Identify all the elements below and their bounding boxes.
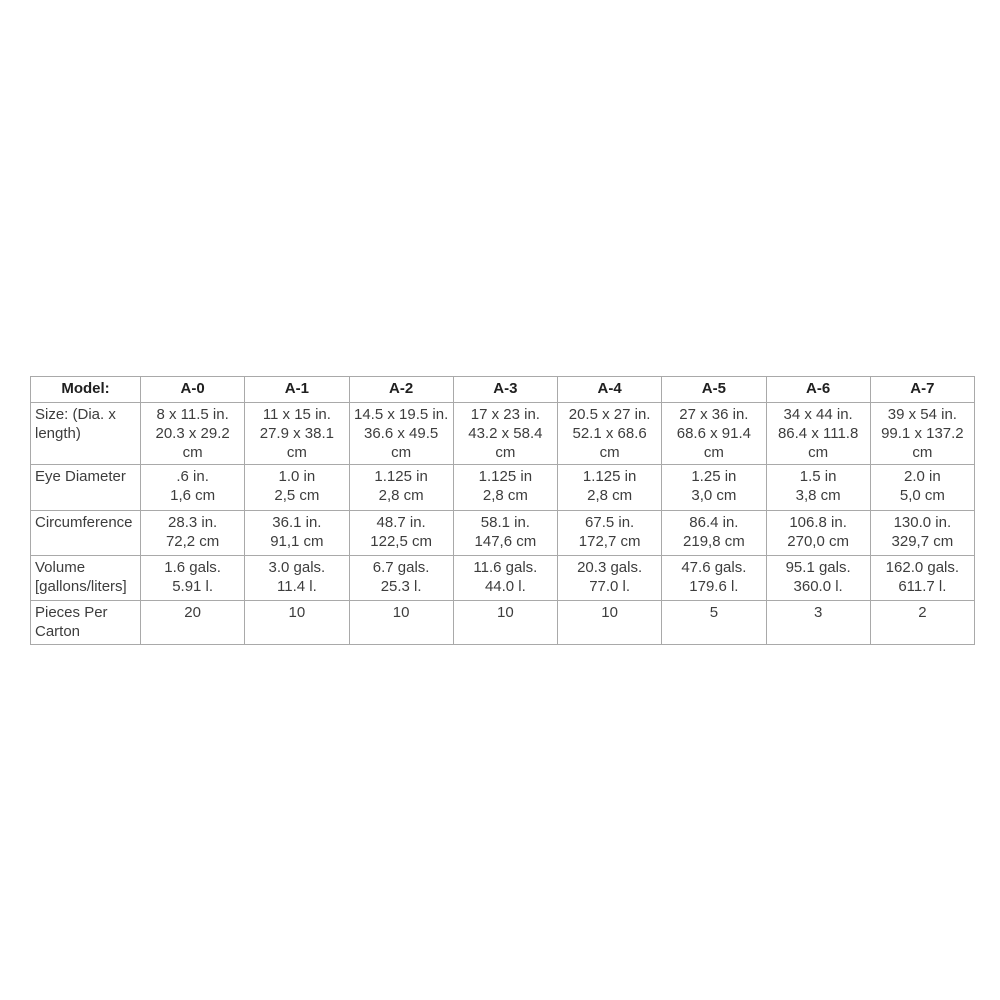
row-label-line: [gallons/liters]	[35, 578, 127, 595]
spec-cell-size-A-4	[558, 403, 662, 465]
spec-cell-line: 20.3 x 29.2	[155, 425, 230, 442]
spec-cell-size-A-6	[766, 403, 870, 465]
row-label-circumference	[31, 511, 141, 556]
spec-cell-line: 34 x 44 in.	[783, 406, 853, 423]
spec-cell-line: 10	[601, 604, 618, 621]
spec-cell-line: cm	[286, 444, 307, 461]
spec-cell-line: cm	[182, 444, 203, 461]
spec-cell-line: 27.9 x 38.1	[259, 425, 334, 442]
table-row-volume	[31, 556, 975, 601]
row-label-line: Pieces Per	[35, 604, 108, 621]
spec-cell-line: 1.125 in	[478, 468, 533, 485]
spec-cell-pieces-per-carton-A-0	[141, 601, 245, 645]
model-column-header: A-0	[141, 377, 245, 403]
model-column-header: A-4	[558, 377, 662, 403]
model-column-header: A-1	[245, 377, 349, 403]
spec-cell-line: 3.0 gals.	[268, 559, 326, 576]
spec-cell-circumference-A-5	[662, 511, 766, 556]
spec-cell-line: cm	[495, 444, 516, 461]
spec-cell-line: 95.1 gals.	[785, 559, 851, 576]
row-label-eye-diameter	[31, 465, 141, 511]
model-column-header: A-6	[766, 377, 870, 403]
spec-cell-line: cm	[599, 444, 620, 461]
spec-cell-eye-diameter-A-6	[766, 465, 870, 511]
spec-cell-line: 36.1 in.	[272, 514, 322, 531]
table-row-pieces-per-carton	[31, 601, 975, 645]
spec-cell-volume-A-0	[141, 556, 245, 601]
spec-cell-line: 39 x 54 in.	[887, 406, 957, 423]
spec-cell-pieces-per-carton-A-7	[870, 601, 974, 645]
spec-cell-line: 1,6 cm	[170, 487, 216, 504]
spec-cell-line: 86.4 x 111.8	[777, 425, 859, 442]
spec-cell-volume-A-3	[453, 556, 557, 601]
spec-cell-line: 43.2 x 58.4	[468, 425, 543, 442]
spec-cell-line: 1.0 in	[278, 468, 316, 485]
spec-cell-line: 162.0 gals.	[885, 559, 960, 576]
spec-cell-line: 86.4 in.	[689, 514, 739, 531]
row-label-line: Volume	[35, 559, 86, 576]
spec-cell-line: 67.5 in.	[585, 514, 635, 531]
spec-cell-line: cm	[703, 444, 724, 461]
spec-cell-volume-A-7	[870, 556, 974, 601]
spec-cell-volume-A-4	[558, 556, 662, 601]
spec-cell-line: 130.0 in.	[893, 514, 952, 531]
spec-cell-line: 20.5 x 27 in.	[568, 406, 651, 423]
spec-cell-line: 36.6 x 49.5	[364, 425, 439, 442]
spec-cell-pieces-per-carton-A-1	[245, 601, 349, 645]
spec-cell-line: 106.8 in.	[789, 514, 847, 531]
spec-cell-line: 72,2 cm	[165, 533, 220, 550]
spec-cell-line: cm	[391, 444, 412, 461]
spec-cell-circumference-A-0	[141, 511, 245, 556]
spec-table-head	[31, 377, 975, 403]
spec-cell-line: cm	[912, 444, 933, 461]
table-row-eye-diameter	[31, 465, 975, 511]
spec-cell-line: 11 x 15 in.	[262, 406, 331, 423]
spec-table	[30, 376, 975, 645]
spec-cell-line: 58.1 in.	[480, 514, 530, 531]
spec-cell-line: 5.91 l.	[172, 578, 214, 595]
spec-cell-line: 1.125 in	[374, 468, 428, 485]
spec-cell-line: 99.1 x 137.2	[881, 425, 964, 442]
spec-cell-line: 28.3 in.	[168, 514, 218, 531]
spec-cell-line: 68.6 x 91.4	[676, 425, 751, 442]
spec-cell-line: 122,5 cm	[370, 533, 432, 550]
spec-cell-eye-diameter-A-3	[453, 465, 557, 511]
spec-cell-line: 3	[813, 604, 823, 621]
row-label-line: Size: (Dia. x	[35, 406, 116, 423]
spec-cell-line: 2,8 cm	[587, 487, 633, 504]
spec-cell-line: 1.25 in	[691, 468, 737, 485]
row-label-line: Carton	[35, 623, 81, 640]
spec-cell-line: 11.6 gals.	[473, 559, 538, 576]
spec-cell-line: 20.3 gals.	[577, 559, 643, 576]
spec-cell-eye-diameter-A-0	[141, 465, 245, 511]
spec-cell-line: 2,8 cm	[482, 487, 528, 504]
spec-cell-line: 17 x 23 in.	[470, 406, 540, 423]
spec-cell-circumference-A-1	[245, 511, 349, 556]
spec-cell-eye-diameter-A-1	[245, 465, 349, 511]
spec-cell-pieces-per-carton-A-4	[558, 601, 662, 645]
spec-cell-line: 91,1 cm	[270, 533, 324, 550]
model-label-header: Model:	[31, 377, 141, 403]
spec-cell-size-A-2	[349, 403, 453, 465]
spec-cell-eye-diameter-A-4	[558, 465, 662, 511]
header-row	[31, 377, 975, 403]
spec-cell-line: 77.0 l.	[589, 578, 631, 595]
spec-cell-size-A-0	[141, 403, 245, 465]
spec-cell-line: 611.7 l.	[898, 578, 947, 595]
spec-cell-size-A-1	[245, 403, 349, 465]
spec-cell-line: 329,7 cm	[891, 533, 954, 550]
spec-cell-line: 2,8 cm	[378, 487, 424, 504]
row-label-line: length)	[35, 425, 81, 442]
spec-table-container	[30, 376, 975, 645]
row-label-volume	[31, 556, 141, 601]
spec-cell-pieces-per-carton-A-2	[349, 601, 453, 645]
spec-cell-line: cm	[808, 444, 829, 461]
spec-cell-line: 6.7 gals.	[372, 559, 430, 576]
spec-cell-circumference-A-7	[870, 511, 974, 556]
spec-cell-line: 5,0 cm	[899, 487, 945, 504]
spec-cell-line: 147,6 cm	[474, 533, 537, 550]
model-column-header: A-7	[870, 377, 974, 403]
spec-cell-line: 44.0 l.	[484, 578, 526, 595]
model-column-header: A-5	[662, 377, 766, 403]
row-label-line: Circumference	[35, 514, 133, 531]
spec-cell-line: 360.0 l.	[793, 578, 843, 595]
spec-cell-pieces-per-carton-A-3	[453, 601, 557, 645]
spec-cell-eye-diameter-A-5	[662, 465, 766, 511]
spec-cell-line: 2,5 cm	[274, 487, 320, 504]
spec-cell-circumference-A-6	[766, 511, 870, 556]
spec-cell-line: 10	[497, 604, 514, 621]
spec-cell-line: 1.125 in	[582, 468, 637, 485]
spec-cell-line: 10	[392, 604, 410, 621]
spec-cell-volume-A-1	[245, 556, 349, 601]
spec-cell-line: 8 x 11.5 in.	[156, 406, 229, 423]
spec-cell-line: 2.0 in	[904, 468, 941, 485]
spec-cell-line: 3,0 cm	[691, 487, 737, 504]
spec-cell-line: 48.7 in.	[376, 514, 426, 531]
spec-cell-size-A-7	[870, 403, 974, 465]
spec-cell-line: 219,8 cm	[683, 533, 745, 550]
spec-cell-size-A-5	[662, 403, 766, 465]
table-row-circumference	[31, 511, 975, 556]
spec-cell-line: 20	[184, 604, 201, 621]
spec-cell-volume-A-5	[662, 556, 766, 601]
spec-cell-line: 47.6 gals.	[681, 559, 747, 576]
spec-cell-circumference-A-2	[349, 511, 453, 556]
model-column-header: A-2	[349, 377, 453, 403]
row-label-line: Eye Diameter	[35, 468, 126, 485]
spec-cell-line: 270,0 cm	[787, 533, 849, 550]
spec-cell-line: 179.6 l.	[689, 578, 739, 595]
row-label-size	[31, 403, 141, 465]
spec-cell-pieces-per-carton-A-6	[766, 601, 870, 645]
table-row-size	[31, 403, 975, 465]
spec-cell-circumference-A-3	[453, 511, 557, 556]
spec-cell-line: 25.3 l.	[380, 578, 422, 595]
spec-cell-eye-diameter-A-7	[870, 465, 974, 511]
spec-cell-volume-A-2	[349, 556, 453, 601]
spec-cell-volume-A-6	[766, 556, 870, 601]
spec-cell-line: 1.6 gals.	[164, 559, 221, 576]
spec-cell-line: 5	[709, 604, 719, 621]
spec-table-body	[31, 403, 975, 645]
spec-cell-circumference-A-4	[558, 511, 662, 556]
spec-cell-line: 52.1 x 68.6	[572, 425, 647, 442]
spec-cell-line: 10	[288, 604, 306, 621]
spec-cell-line: 172,7 cm	[578, 533, 641, 550]
spec-cell-line: .6 in.	[176, 468, 209, 485]
spec-cell-line: 27 x 36 in.	[679, 406, 749, 423]
spec-cell-line: 2	[918, 604, 927, 621]
spec-cell-line: 14.5 x 19.5 in.	[354, 406, 449, 423]
spec-cell-line: 11.4 l.	[277, 578, 317, 595]
row-label-pieces-per-carton	[31, 601, 141, 645]
spec-cell-size-A-3	[453, 403, 557, 465]
spec-cell-pieces-per-carton-A-5	[662, 601, 766, 645]
spec-cell-eye-diameter-A-2	[349, 465, 453, 511]
spec-cell-line: 3,8 cm	[795, 487, 841, 504]
spec-cell-line: 1.5 in	[799, 468, 837, 485]
model-column-header: A-3	[453, 377, 557, 403]
